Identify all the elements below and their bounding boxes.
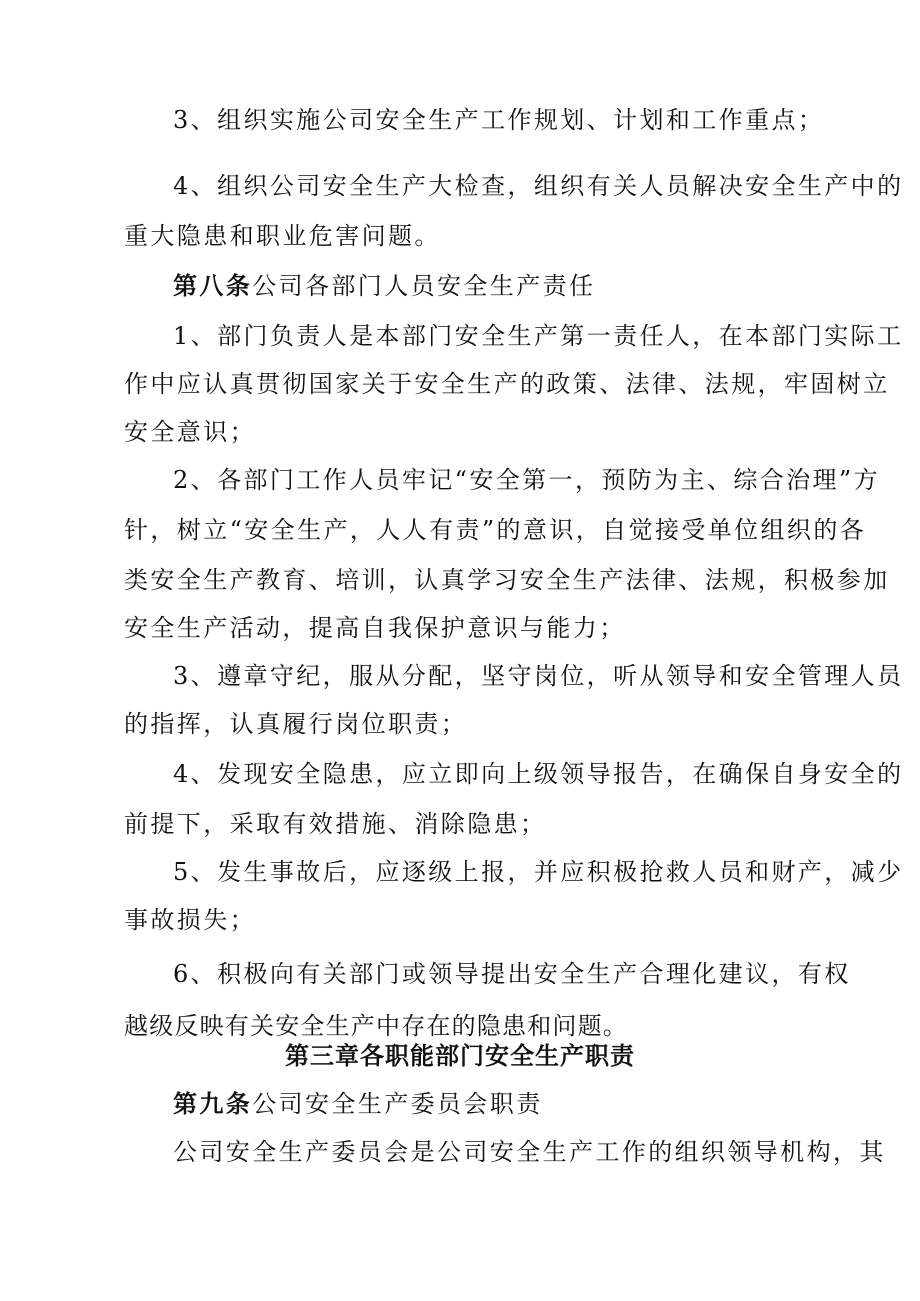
paragraph-line: 3、遵章守纪，服从分配，坚守岗位，听从领导和安全管理人员	[173, 662, 904, 690]
paragraph-line: 类安全生产教育、培训，认真学习安全生产法律、法规，积极参加	[124, 566, 890, 594]
article-title: 公司各部门人员安全生产责任	[252, 272, 596, 300]
paragraph-line: 越级反映有关安全生产中存在的隐患和问题。	[124, 1012, 628, 1040]
paragraph-line: 4、发现安全隐患，应立即向上级领导报告，在确保自身安全的	[173, 760, 904, 788]
article-label: 第九条	[173, 1089, 253, 1118]
paragraph-line: 4、组织公司安全生产大检查，组织有关人员解决安全生产中的	[173, 172, 904, 200]
paragraph-line: 作中应认真贯彻国家关于安全生产的政策、法律、法规，牢固树立	[124, 370, 890, 398]
paragraph-line: 针，树立“安全生产，人人有责”的意识，自觉接受单位组织的各	[124, 516, 867, 544]
paragraph-line: 安全生产活动，提高自我保护意识与能力；	[124, 614, 626, 642]
chapter-heading: 第三章各职能部门安全生产职责	[285, 1041, 635, 1070]
paragraph-line: 3、组织实施公司安全生产工作规划、计划和工作重点；	[173, 106, 825, 134]
paragraph-line: 公司安全生产委员会是公司安全生产工作的组织领导机构，其	[173, 1138, 886, 1166]
paragraph-line: 1、部门负责人是本部门安全生产第一责任人，在本部门实际工	[173, 322, 904, 350]
article-heading-line	[173, 270, 595, 302]
article-title: 公司安全生产委员会职责	[252, 1090, 543, 1118]
paragraph-line: 安全意识；	[124, 418, 256, 446]
paragraph-line: 事故损失；	[124, 906, 256, 934]
paragraph-line: 前提下，采取有效措施、消除隐患；	[124, 810, 547, 838]
paragraph-line: 重大隐患和职业危害问题。	[124, 222, 441, 250]
paragraph-line: 2、各部门工作人员牢记“安全第一，预防为主、综合治理”方	[173, 466, 881, 494]
paragraph-line: 5、发生事故后，应逐级上报，并应积极抢救人员和财产，减少	[173, 858, 904, 886]
paragraph-line: 6、积极向有关部门或领导提出安全生产合理化建议，有权	[173, 960, 851, 988]
paragraph-line: 的指挥，认真履行岗位职责；	[124, 710, 468, 738]
article-label: 第八条	[173, 271, 253, 300]
article-heading-line	[173, 1088, 543, 1120]
